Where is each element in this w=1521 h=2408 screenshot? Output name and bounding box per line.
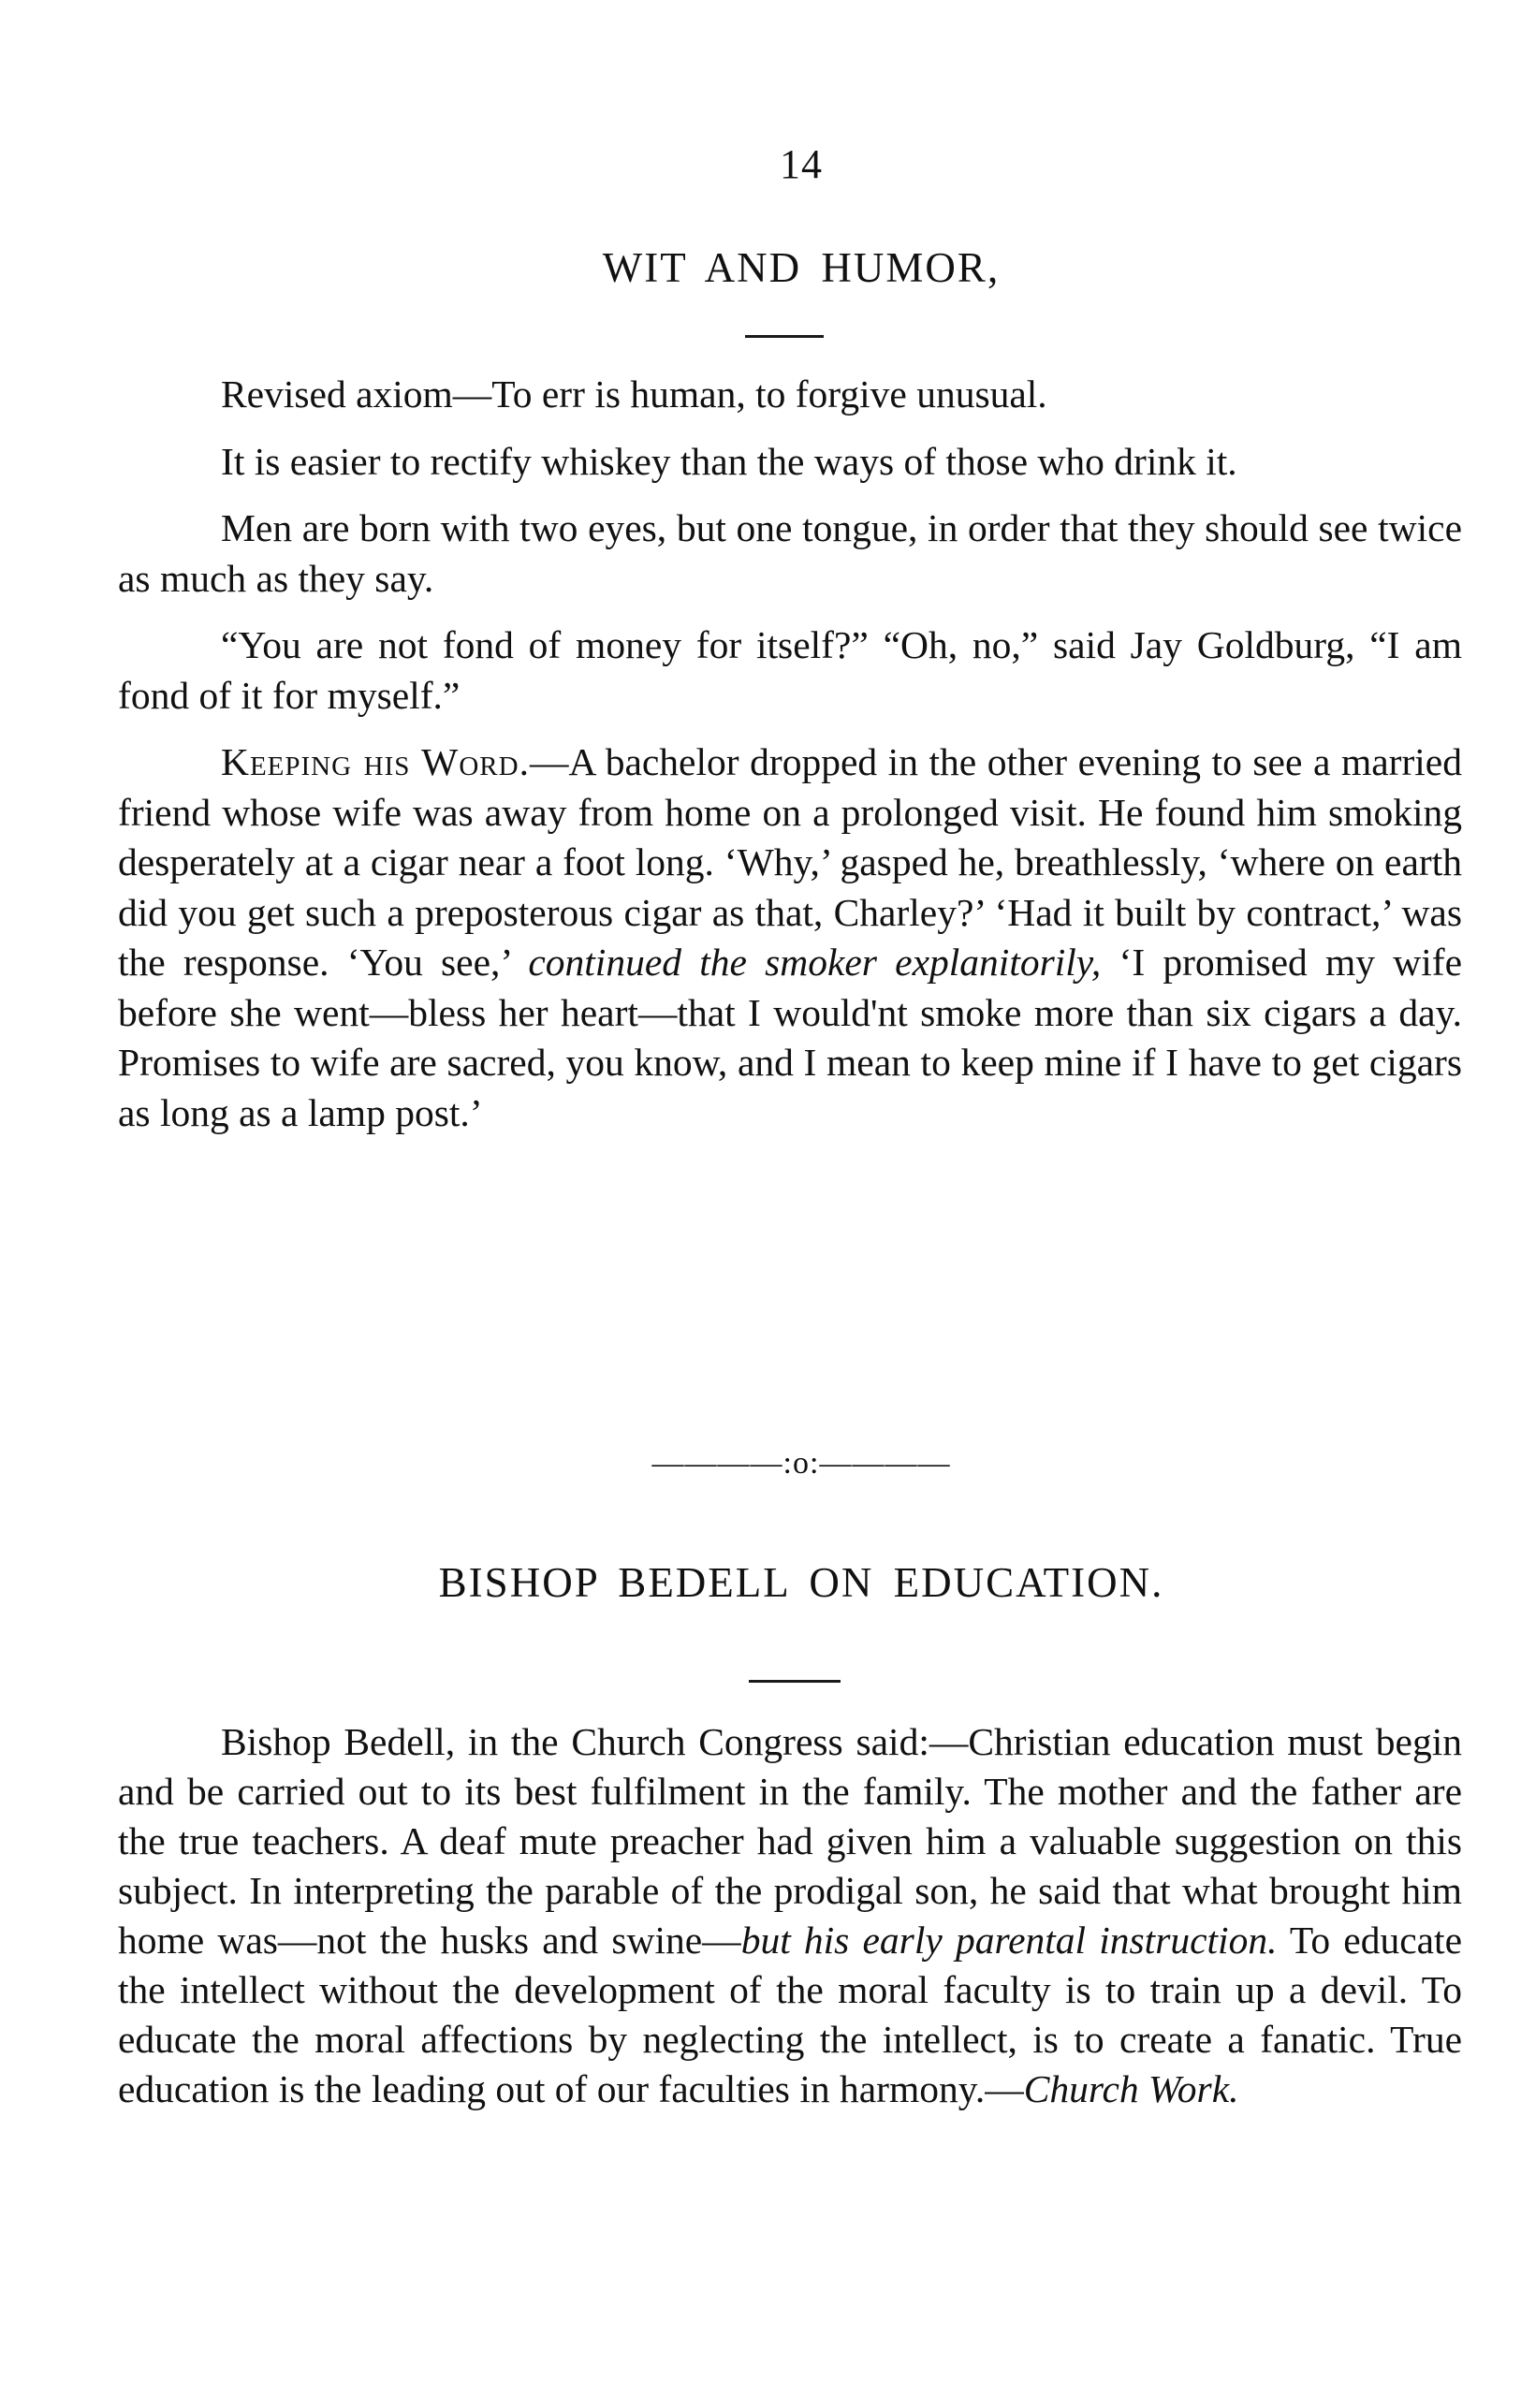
run-in-heading: Keeping his Word.: [221, 740, 530, 783]
paragraph-whiskey: It is easier to rectify whiskey than the ways of those who drink it.: [221, 439, 1237, 483]
italic-run: but his early parental instruction.: [740, 1919, 1278, 1962]
section-title-wit-and-humor: WIT AND HUMOR,: [602, 244, 1001, 291]
wit-and-humor-section: [118, 370, 1462, 1155]
paragraph-revised-axiom: Revised axiom—To err is human, to forgive unusual.: [221, 372, 1047, 416]
paragraph-keeping-his-word: [118, 737, 1462, 1138]
paragraph-education: [118, 1717, 1462, 2114]
italic-run: continued the smoker explanitorily,: [528, 941, 1102, 984]
title-rule: [745, 335, 824, 338]
text-run: —A bachelor dropped in the other evening to see a married friend whose wife was away from home on a prolonged visit. He found him smoking desperately at a cigar near a foot long. ‘Why,’ gasped he, breathlessly, ‘where on earth did you get such a preposterous cigar as that, Charley?’ ‘Had it built by contract,’ was the response. ‘You see,’: [118, 740, 1462, 984]
text-run: ‘I promised my wife before she went—bless her heart—that I would'nt smoke more than six cigars a day. Promises to wife are sacred, you know, and I mean to keep mine if I have to get cigars as long as a lamp post.’: [118, 941, 1462, 1134]
page-number: 14: [780, 141, 823, 187]
text-run: Bishop Bedell, in the Church Congress said:—Christian education must begin and be carried out to its best fulfilment in the family. The mother and the father are the true teachers. A deaf mute preacher had given him a valuable suggestion on this subject. In interpreting the parable of the prodigal son, he said that what brought him home was—not the husks and swine—: [118, 1720, 1462, 1962]
section-title-bishop-bedell: BISHOP BEDELL ON EDUCATION.: [438, 1559, 1164, 1606]
section-divider: ————:o:————: [651, 1446, 951, 1481]
source-attribution: Church Work.: [1023, 2067, 1239, 2110]
paragraph-two-eyes: Men are born with two eyes, but one tongue, in order that they should see twice as much as they say.: [118, 506, 1462, 600]
text-run: To educate the intellect without the development of the moral faculty is to train up a devil. To educate the moral affections by neglecting the intellect, is to create a fanatic. True education is the leading out of our faculties in harmony.—: [118, 1919, 1462, 2110]
paragraph-jay-goldburg: “You are not fond of money for itself?” “Oh, no,” said Jay Goldburg, “I am fond of it for myself.”: [118, 623, 1462, 717]
title-rule: [749, 1680, 841, 1683]
bishop-bedell-section: [118, 1717, 1462, 2114]
